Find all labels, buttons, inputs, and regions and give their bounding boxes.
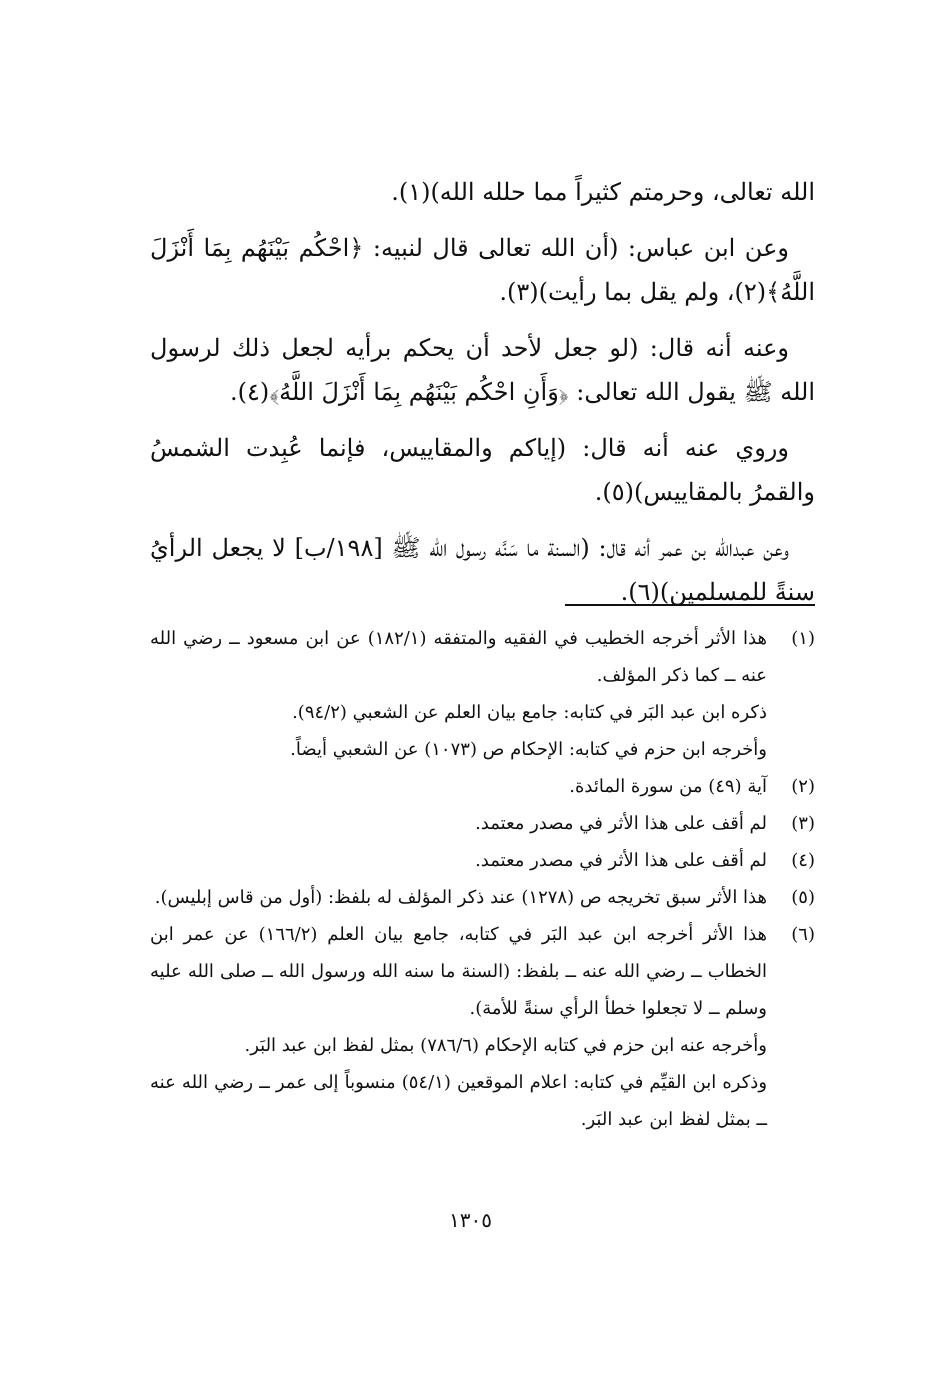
footnote-separator <box>565 604 815 606</box>
footnote-number: (٦) <box>791 924 815 945</box>
footnote-text: هذا الأثر أخرجه ابن عبد البَر في كتابه، جامع بيان العلم (١٦٦/٢) عن عمر ابن الخطاب ــ رضي الله عنه ــ بلفظ: (السنة ما سنه الله ورسول الله ــ صلى الله عليه وسلم ــ لا تجعلوا خطأ الرأي سنةً للأمة). <box>150 924 768 1019</box>
paragraph-2: وعن ابن عباس: (أن الله تعالى قال لنبيه: ﴿احْكُم بَيْنَهُم بِمَا أَنْزَلَ اللَّهُ﴾(٢)، ولم يقل بما رأيت)(٣). <box>150 234 815 306</box>
footnote-4 <box>150 842 815 879</box>
footnote-text: آية (٤٩) من سورة المائدة. <box>569 776 767 797</box>
footnote-3 <box>150 805 815 842</box>
footnote-6 <box>150 916 815 1027</box>
footnote-1-continuation-2: وأخرجه ابن حزم في كتابه: الإحكام ص (١٠٧٣) عن الشعبي أيضاً. <box>290 739 767 760</box>
footnote-text: لم أقف على هذا الأثر في مصدر معتمد. <box>475 850 767 871</box>
footnote-5 <box>150 879 815 916</box>
footnotes <box>150 620 815 1138</box>
paragraph-4: وروي عنه أنه قال: (إياكم والمقاييس، فإنما عُبِدت الشمسُ والقمرُ بالمقاييس)(٥). <box>150 434 815 506</box>
footnote-text: هذا الأثر سبق تخريجه ص (١٢٧٨) عند ذكر المؤلف له بلفظ: (أول من قاس إبليس). <box>154 887 767 908</box>
footnote-2 <box>150 768 815 805</box>
footnote-number: (١) <box>791 628 815 649</box>
paragraph-1: الله تعالى، وحرمتم كثيراً مما حلله الله)(١). <box>391 178 815 206</box>
paragraph-3: وعنه أنه قال: (لو جعل لأحد أن يحكم برأيه لجعل ذلك لرسول الله ﷺ يقول الله تعالى: ﴿وَأَنِ احْكُم بَيْنَهُم بِمَا أَنْزَلَ اللَّهُ﴾(٤). <box>150 334 815 406</box>
footnote-text: لم أقف على هذا الأثر في مصدر معتمد. <box>475 813 767 834</box>
footnote-6-continuation-1: وأخرجه عنه ابن حزم في كتابه الإحكام (٧٨٦/٦) بمثل لفظ ابن عبد البَر. <box>244 1035 767 1056</box>
footnote-1-continuation-1: ذكره ابن عبد البَر في كتابه: جامع بيان العلم عن الشعبي (٩٤/٢). <box>292 702 767 723</box>
page-number: ١٣٠٥ <box>449 1208 492 1232</box>
footnote-1 <box>150 620 815 694</box>
main-text <box>150 170 815 626</box>
footnote-number: (٥) <box>791 887 815 908</box>
paragraph-5: وعن عبدالله بن عمر أنه قال: (السنة ما سَنَّه رسول الله ﷺ [١٩٨/ب] لا يجعل الرأيُ سنةً للمسلمين)(٦). <box>150 534 815 606</box>
footnote-number: (٢) <box>791 776 815 797</box>
footnote-number: (٣) <box>791 813 815 834</box>
footnote-text: هذا الأثر أخرجه الخطيب في الفقيه والمتفقه (١٨٢/١) عن ابن مسعود ــ رضي الله عنه ــ كما ذكر المؤلف. <box>150 628 767 686</box>
footnote-number: (٤) <box>791 850 815 871</box>
footnote-6-continuation-2: وذكره ابن القيِّم في كتابه: اعلام الموقعين (٥٤/١) منسوباً إلى عمر ــ رضي الله عنه ــ بمثل لفظ ابن عبد البَر. <box>150 1072 768 1130</box>
